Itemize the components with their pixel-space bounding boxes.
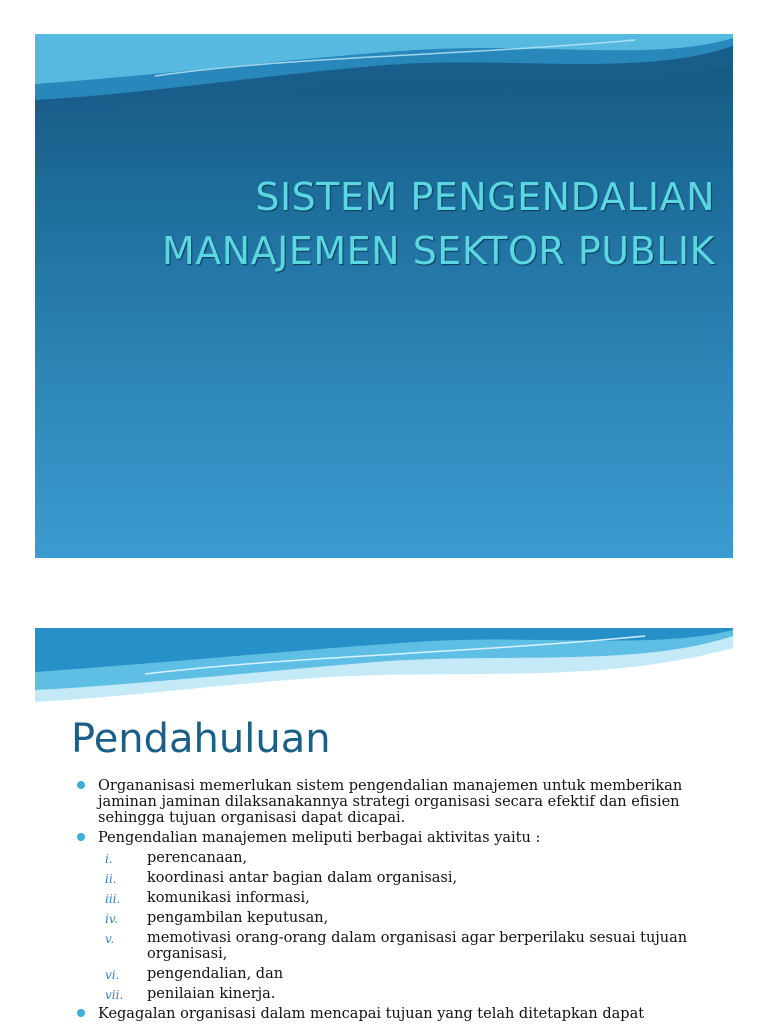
sub-list-item xyxy=(73,930,693,962)
content-slide xyxy=(35,628,733,1024)
sub-item-text: koordinasi antar bagian dalam organisasi, xyxy=(147,870,458,886)
sub-list-item xyxy=(73,910,693,926)
wave-decoration xyxy=(35,34,733,124)
sub-item-text: perencanaan, xyxy=(147,850,248,866)
bullet-dot-icon xyxy=(77,781,85,789)
sub-item-text: pengambilan keputusan, xyxy=(147,910,329,926)
sub-item-number: iii. xyxy=(105,892,121,906)
title-line-1: SISTEM PENGENDALIAN xyxy=(255,175,715,219)
sub-list-item xyxy=(73,870,693,886)
sub-item-text: pengendalian, dan xyxy=(147,966,284,982)
bullet-item xyxy=(73,830,693,846)
bullet-item xyxy=(73,1006,693,1022)
bullet-dot-icon xyxy=(77,1009,85,1017)
bullet-item xyxy=(73,778,693,826)
bullet-text: Organanisasi memerlukan sistem pengendalian manajemen untuk memberikan jaminan jaminan dilaksanakannya strategi organisasi secara efektif dan efisien sehingga tujuan organisasi dapat dicapai. xyxy=(98,778,683,826)
bullet-text: Kegagalan organisasi dalam mencapai tujuan yang telah ditetapkan dapat xyxy=(98,1006,645,1022)
sub-item-text: penilaian kinerja. xyxy=(147,986,276,1002)
sub-item-number: vi. xyxy=(105,968,120,982)
sub-item-number: iv. xyxy=(105,912,119,926)
sub-item-number: vii. xyxy=(105,988,124,1002)
bullet-dot-icon xyxy=(77,833,85,841)
sub-item-number: v. xyxy=(105,932,115,946)
slide-content xyxy=(73,778,693,1024)
bullet-text: Pengendalian manajemen meliputi berbagai aktivitas yaitu : xyxy=(98,830,541,846)
sub-item-number: ii. xyxy=(105,872,117,886)
sub-list-item xyxy=(73,986,693,1002)
title-line-2: MANAJEMEN SEKTOR PUBLIK xyxy=(161,229,715,273)
sub-list-item xyxy=(73,890,693,906)
title-slide xyxy=(35,34,733,558)
sub-item-text: komunikasi informasi, xyxy=(147,890,310,906)
sub-item-text: memotivasi orang-orang dalam organisasi agar berperilaku sesuai tujuan organisasi, xyxy=(147,930,688,962)
sub-item-number: i. xyxy=(105,852,113,866)
slide-heading: Pendahuluan xyxy=(71,716,331,762)
wave-decoration xyxy=(35,628,733,708)
sub-list-item xyxy=(73,850,693,866)
slide-title xyxy=(75,170,715,278)
sub-list-item xyxy=(73,966,693,982)
